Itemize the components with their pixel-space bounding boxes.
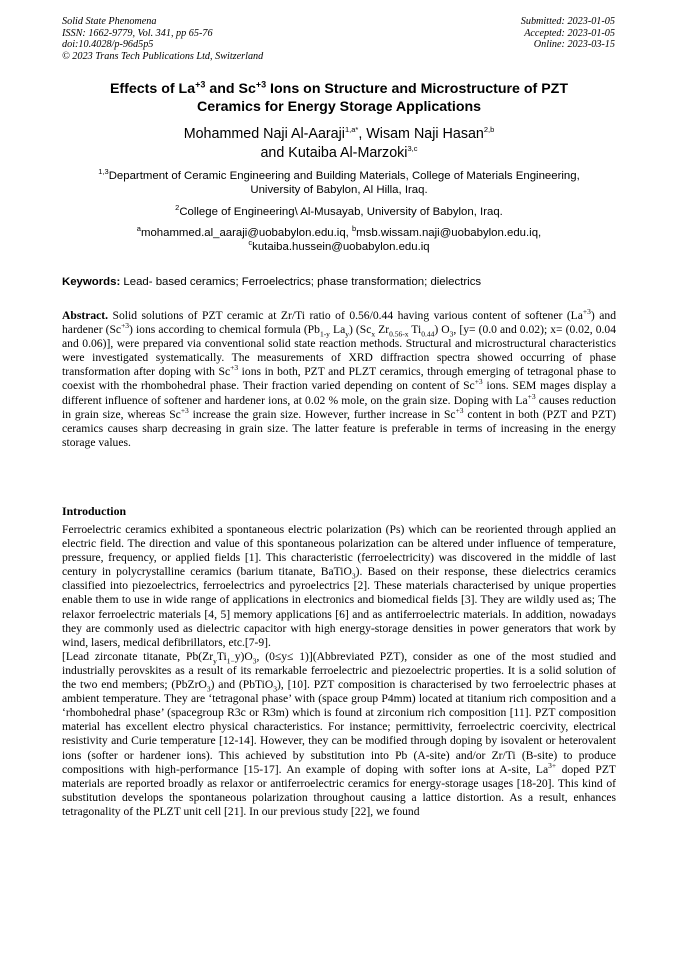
email-a[interactable]: mohammed.al_aaraji@uobabylon.edu.iq, bbox=[140, 227, 352, 239]
journal-name: Solid State Phenomena bbox=[62, 16, 157, 27]
dates-info bbox=[521, 16, 615, 51]
intro-paragraph-2: [Lead zirconate titanate, $Pb(Zr_yTi_{1-}y)O_3$, (0≤y≤ 1)](Abbreviated PZT), consider as one of the most studied and industrially perovskites as a result of its remarkable ferroelectric and piezoelectric properties. It is a solid solution of the two end members; (PbZrO$_3$) and (PbTiO$_3$), [10]. PZT composition is characterised by two ferroelectric phases at ambient temperature. They are ‘tetragonal phase’ with (space group P4mm) located at titanium rich composition and a ‘rhombohedral phase’ (spacegroup R3c or R3m) which is found at zirconium rich composition [11]. PZT composition material has excellent electro physical characteristics. For instance; permittivity, ferroelectric coercivity, electrical resistivity and Curie temperature [12-14]. However, they can be modified through doping by isovalent or heterovalent ions (softer or hardener ions). This achieved by substitution into Pb (A-site) and/or Zr/Ti (B-site) to produce compositions with high-performance [15-17]. An example of doping with softer ions at A-site, $La^{3+}$ doped PZT materials are reported broadly as relaxor or antiferroelectric ceramics for energy-storage usages [18-20]. This kind of substitution develops the spontaneous polarization throughout causing a lattice distortion. As a result, enhances tetragonality of the PLZT unit cell [21]. In our previous study [22], we found bbox=[62, 649, 616, 818]
accepted-date: Accepted: 2023-01-05 bbox=[524, 27, 615, 39]
issn: ISSN: 1662-9779, Vol. 341, pp 65-76 bbox=[62, 27, 213, 39]
introduction-body bbox=[62, 523, 616, 819]
doi: doi:10.4028/p-96d5p5 bbox=[62, 39, 154, 51]
abstract: Abstract. Solid solutions of PZT ceramic at Zr/Ti ratio of 0.56/0.44 having various content of softener $(La^{+3})$ and hardener $(Sc^{+3})$ ions according to chemical formula ($Pb_{1-y}$ $La_y$) ($Sc_x$ $Zr_{0.56-x}$ $Ti_{0.44}$) $O_3$, [y= (0.0 and 0.02); x= (0.02, 0.04 and 0.06)], were prepared via conventional solid state reaction methods. Structural and microstructural characteristics were investigated systematically. The measurements of XRD diffraction spectra showed occurring of phase transformation after doping with $Sc^{+3}$ ions in both, PZT and PLZT ceramics, through emerging of tetragonal phase to coexist with the rhombohedral phase. Their fraction varied depending on content of $Sc^{+3}$ ions. SEM mages display a different influence of softener and hardener ions, at 0.02 % mole, on the grain size. Doping with $La^{+3}$ causes reduction in grain size, whereas $Sc^{+3}$ increase the grain size. However, further increase in $Sc^{+3}$ content in both (PZT and PZT) ceramics causes sharp decreasing in grain size. The latter feature is preferable in terms of increasing in the energy storage values. bbox=[62, 307, 616, 449]
email-c[interactable]: kutaiba.hussein@uobabylon.edu.iq bbox=[252, 241, 430, 254]
introduction-heading: Introduction bbox=[62, 504, 127, 518]
intro-paragraph-1: Ferroelectric ceramics exhibited a spontaneous electric polarization (Ps) which can be reoriented through applied an electric field. The direction and value of this spontaneous polarization can be altered under influence of temperature, pressure, frequency, or applied fields [1]. This characteristic (ferroelectricity) was discovered in the middle of last century in polycrystalline ceramics (barium titanate, BaTiO$_3$). Based on their response, these dielectrics ceramics classified into piezoelectrics, ferroelectrics and pyroelectrics [2]. These materials characterised by unique properties enable them to use in wide range of applications in electronics and biomedical fields [3]. They are wildly used as; The relaxor ferroelectric materials [4, 5] memory applications [6] and as antiferroelectric materials. In addition, nowadays they are commonly used as dielectric capacitor with high energy-storage densities in power generators that work by wind, lasers, medical defibrillators, etc.[7-9]. bbox=[62, 523, 616, 649]
paper-title: Effects of $La^{+3}$ and $Sc^{+3}$ Ions on Structure and Microstructure of PZT Ceramics for Energy Storage Applications bbox=[109, 79, 569, 115]
online-date: Online: 2023-03-15 bbox=[533, 39, 615, 51]
keywords: Keywords: Lead- based ceramics; Ferroelectrics; phase transformation; dielectrics bbox=[62, 276, 482, 288]
email-b[interactable]: msb.wissam.naji@uobabylon.edu.iq, bbox=[356, 227, 542, 239]
affiliation-1: $^{1,3}$Department of Ceramic Engineering and Building Materials, College of Materials Engineering, University of Babylon, Al Hilla, Iraq. bbox=[98, 167, 580, 197]
copyright: © 2023 Trans Tech Publications Ltd, Switzerland bbox=[62, 50, 264, 62]
submitted-date: Submitted: 2023-01-05 bbox=[520, 16, 615, 27]
author-emails: $^a$mohammed.al_aaraji@uobabylon.edu.iq, $^b$msb.wissam.naji@uobabylon.edu.iq, $^c$kutaiba.hussein@uobabylon.edu.iq bbox=[136, 224, 542, 254]
affiliation-2: $^2$College of Engineering\ Al-Musayab, University of Babylon, Iraq. bbox=[175, 203, 503, 218]
authors: Mohammed Naji Al-Aaraji$^{1,a*}$, Wisam Naji Hasan$^{2,b}$ and Kutaiba Al-Marzoki$^{3,c}$ bbox=[183, 125, 495, 161]
journal-info bbox=[62, 16, 263, 62]
